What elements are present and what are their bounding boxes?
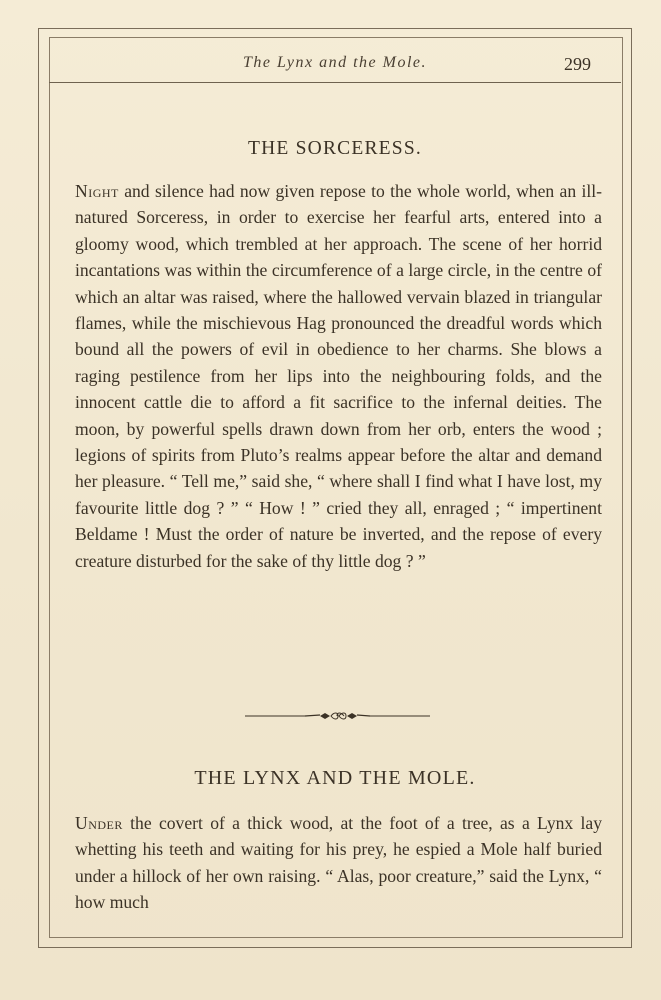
decorative-rule-ornament-icon [245, 709, 430, 723]
page-number: 299 [564, 54, 591, 74]
section-body-lynx-and-mole [75, 810, 602, 916]
header-rule [49, 82, 621, 83]
page-header [49, 52, 621, 82]
running-title: The Lynx and the Mole. [242, 54, 428, 71]
paragraph-text: the covert of a thick wood, at the foot of a tree, as a Lynx lay whetting his teeth and waiting for his prey, he espied a Mole half buried under a hillock of her own raising. “ Alas, poor creature,” said the Lynx, “ how much [75, 813, 602, 913]
section-body-sorceress [75, 178, 602, 574]
paragraph-text: and silence had now given repose to the whole world, when an ill-natured Sorceress, in order to exercise her fearful arts, entered into a gloomy wood, which trembled at her approach. The scene of her horrid incantations was within the circumference of a large circle, in the centre of which an altar was raised, where the hallowed vervain blazed in triangular flames, while the mischievous Hag pronounced the dreadful words which bound all the powers of evil in obedience to her charms. She blows a raging pestilence from her lips into the neighbouring folds, and the innocent cattle die to afford a fit sacrifice to the infernal deities. The moon, by powerful spells drawn down from her orb, enters the wood ; legions of spirits from Pluto’s realms appear before the altar and demand her pleasure. “ Tell me,” said she, “ where shall I find what I have lost, my favourite little dog ? ” “ How ! ” cried they all, enraged ; “ impertinent Beldame ! Must the order of nature be inverted, and the repose of every creature disturbed for the sake of thy little dog ? ” [75, 181, 602, 571]
drop-word: Under [75, 813, 123, 833]
section-title-sorceress: THE SORCERESS. [248, 138, 422, 159]
section-title-lynx-and-mole: THE LYNX AND THE MOLE. [194, 767, 476, 789]
drop-word: Night [75, 181, 119, 201]
